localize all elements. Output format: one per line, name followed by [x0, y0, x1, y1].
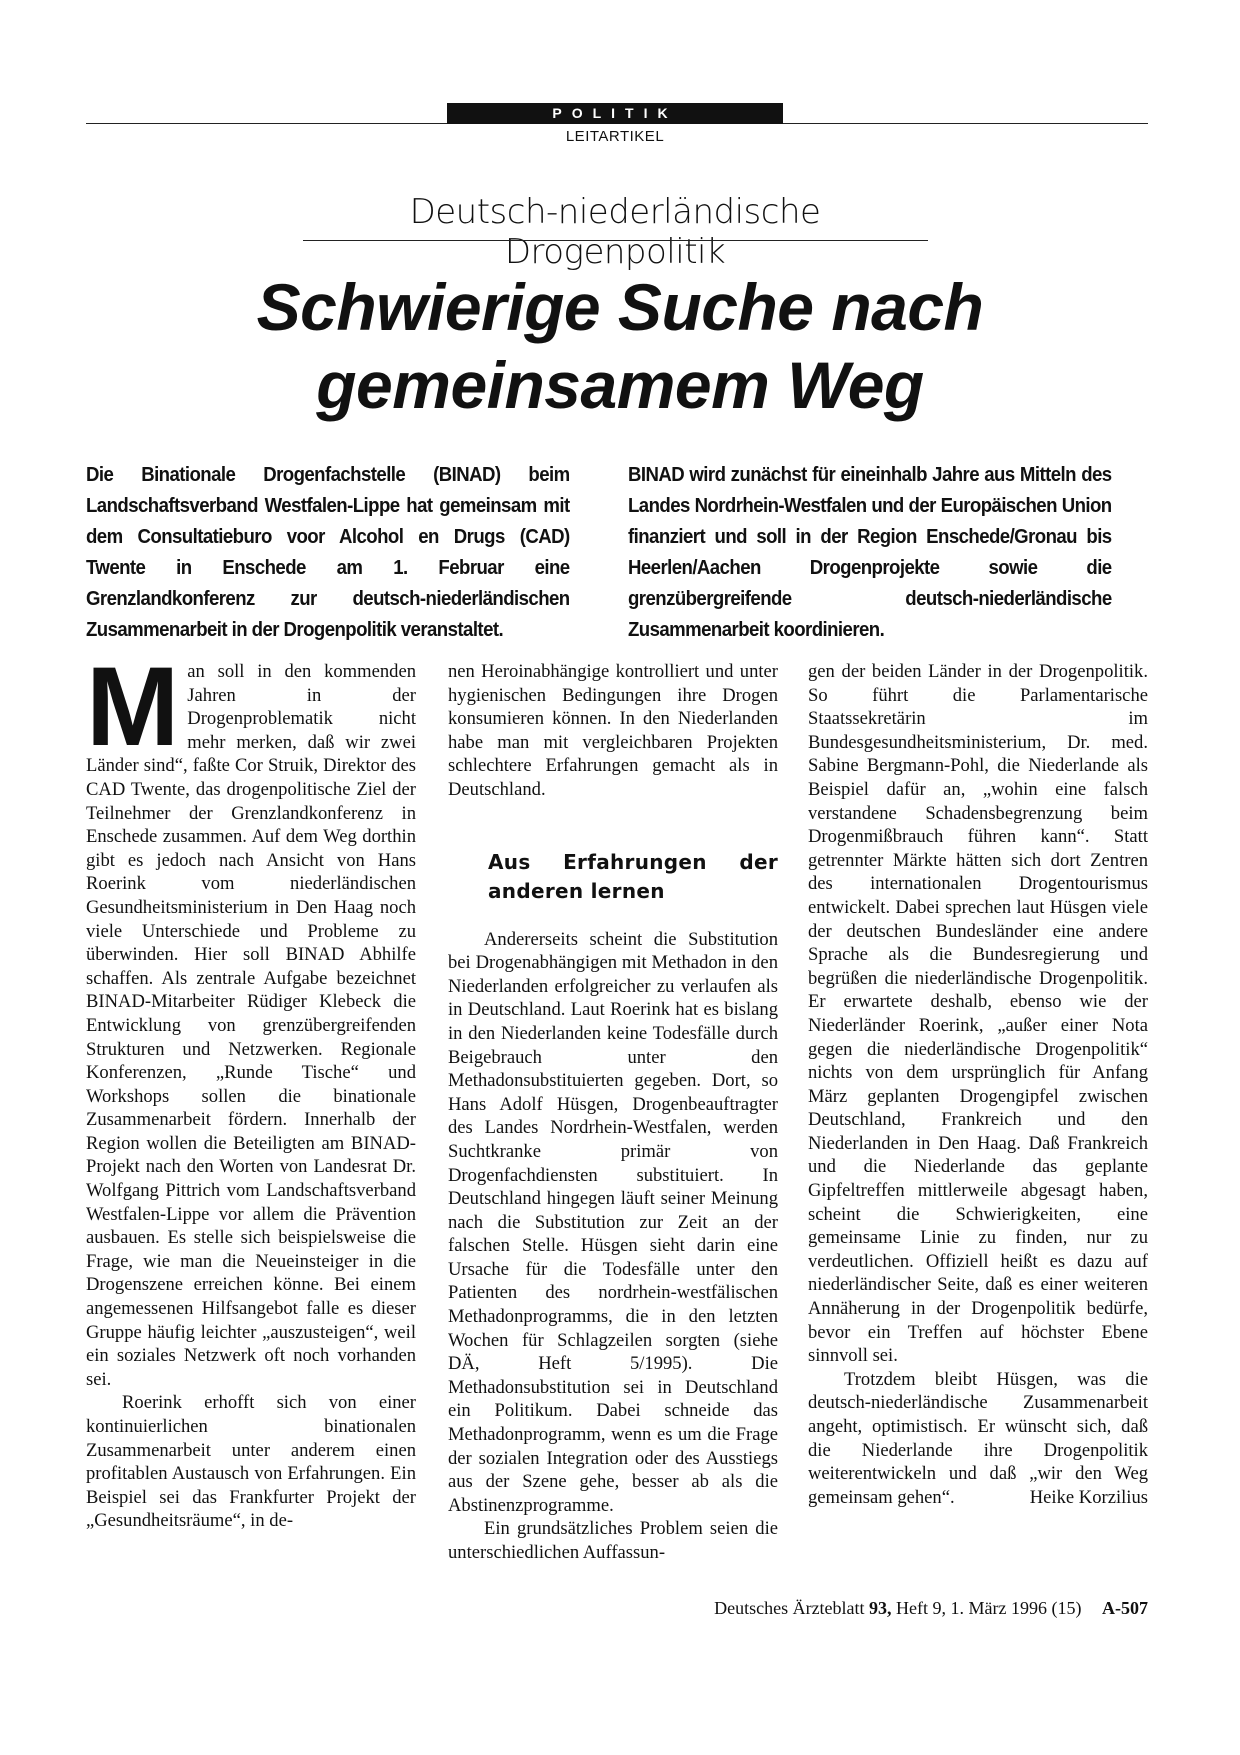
- journal-volume: 93,: [869, 1598, 892, 1618]
- lead-paragraph-right: BINAD wird zunächst für eineinhalb Jahre aus Mitteln des Landes Nordrhein-Westfalen und der Europäischen Union finanziert und soll in der Region Enschede/Gronau bis Heerlen/Aachen Drogenprojekte sowie die grenzübergreifende deutsch-niederländische Zusammenarbeit koordinieren.: [628, 464, 1112, 641]
- body-column-3: [808, 660, 1148, 1509]
- body-paragraph: Andererseits scheint die Substitution bei Drogenabhängigen mit Methadon in den Niederlanden erfolgreicher zu verlaufen als in Deutschland. Laut Roerink hat es bislang in den Niederlanden keine Todesfälle durch Beigebrauch unter den Methadonsubstituierten gegeben. Dort, so Hans Adolf Hüsgen, Drogenbeauftragter des Landes Nordrhein-Westfalen, werden Suchtkranke primär von Drogenfachdiensten substituiert. In Deutschland hingegen läuft seiner Meinung nach die Substitution zur Zeit an der falschen Stelle. Hüsgen sieht darin eine Ursache für die Todesfälle unter den Patienten des nordrhein-westfälischen Methadonprogramms, die in den letzten Wochen für Schlagzeilen sorgten (siehe DÄ, Heft 5/1995). Die Methadonsubstitution sei in Deutschland ein Politikum. Dabei schneide das Methadonprogramm, wenn es um die Frage der sozialen Integration oder des Ausstiegs aus der Szene gehe, besser ab als die Abstinenzprogramme.: [448, 928, 778, 1516]
- article-kicker: Deutsch-niederländische Drogenpolitik: [409, 192, 821, 272]
- body-paragraph: Ein grundsätzliches Problem seien die unterschiedlichen Auffassun-: [448, 1518, 778, 1563]
- drop-cap: M: [86, 644, 180, 769]
- body-paragraph: Roerink erhofft sich von einer kontinuierlichen binationalen Zusammenarbeit unter anderem einen profitablen Austausch von Erfahrungen. Ein Beispiel sei das Frankfurter Projekt der „Gesundheitsräume“, in de-: [86, 1392, 416, 1532]
- subheading: Aus Erfahrungen der anderen lernen: [488, 849, 778, 903]
- page-number: A-507: [1102, 1598, 1148, 1618]
- subsection-label: LEITARTIKEL: [565, 128, 665, 145]
- page-footer: [714, 1598, 1148, 1619]
- body-column-2: [448, 660, 778, 1565]
- author-name: Heike Korzilius: [1029, 1486, 1148, 1508]
- lead-paragraph-left: Die Binationale Drogenfachstelle (BINAD) beim Landschaftsverband Westfalen-Lippe hat gemeinsam mit dem Consultatieburo voor Alcohol en Drugs (CAD) Twente in Enschede am 1. Februar eine Grenzlandkonferenz zur deutsch-niederländischen Zusammenarbeit in der Drogenpolitik veranstaltet.: [86, 464, 570, 641]
- body-paragraph: [86, 644, 416, 1391]
- body-column-1: [86, 644, 416, 1533]
- article-headline: Schwierige Suche nach gemeinsamem Weg: [256, 270, 984, 422]
- issue-info: Heft 9, 1. März 1996 (15): [896, 1598, 1082, 1618]
- body-paragraph: nen Heroinabhängige kontrolliert und unter hygienischen Bedingungen ihre Drogen konsumieren können. In den Niederlanden habe man mit vergleichbaren Projekten schlechtere Erfahrungen gemacht als in Deutschland.: [448, 661, 778, 800]
- journal-name: Deutsches Ärzteblatt: [714, 1598, 865, 1618]
- paragraph-text: an soll in den kommenden Jahren in der Drogenproblematik nicht mehr merken, daß wir zwei Länder sind“, faßte Cor Struik, Direktor des CAD Twente, das drogenpolitische Ziel der Teilnehmer der Grenzlandkonferenz in Enschede zusammen. Auf dem Weg dorthin gibt es jedoch nach Ansicht von Hans Roerink vom niederländischen Gesundheitsministerium in Den Haag noch viele Unterschiede und Probleme zu überwinden. Hier soll BINAD Abhilfe schaffen. Als zentrale Aufgabe bezeichnet BINAD-Mitarbeiter Rüdiger Klebeck die Entwicklung von grenzübergreifenden Strukturen und Netzwerken. Regionale Konferenzen, „Runde Tische“ und Workshops sollen die binationale Zusammenarbeit fördern. Innerhalb der Region wollen die Beteiligten am BINAD-Projekt nach den Worten von Landesrat Dr. Wolfgang Pittrich vom Landschaftsverband Westfalen-Lippe vor allem die Prävention ausbauen. Es stelle sich beispielsweise die Frage, wie man die Neueinsteiger in die Drogenszene erreichen könne. Bei einem angemessenen Hilfsangebot falle es dieser Gruppe häufig leichter „auszusteigen“, weil ein soziales Netzwerk oft noch vorhanden sei.: [86, 661, 416, 1390]
- kicker-rule: [303, 240, 928, 241]
- paragraph-text: Trotzdem bleibt Hüsgen, was die deutsch-niederländische Zusammenarbeit angeht, optimistisch. Er wünscht sich, daß die Niederlande ihre Drogenpolitik weiterentwickeln und daß „wir den Weg gemeinsam gehen“.: [808, 1368, 1148, 1508]
- body-paragraph: [808, 1368, 1148, 1510]
- body-paragraph: gen der beiden Länder in der Drogenpolitik. So führt die Parlamentarische Staatssekretärin im Bundesgesundheitsministerium, Dr. med. Sabine Bergmann-Pohl, die Niederlande als Beispiel dafür an, „wohin eine falsch verstandene Schadensbegrenzung beim Drogenmißbrauch führen kann“. Statt getrennter Märkte hätten sich dort Zentren des internationalen Drogentourismus entwickelt. Dabei sprechen laut Hüsgen viele der deutschen Bundesländer eine andere Sprache als die Bundesregierung und begrüßen die niederländische Drogenpolitik. Er erwartete deshalb, ebenso wie der Niederländer Roerink, „außer einer Nota gegen die niederländische Drogenpolitik“ nichts von dem ursprünglich für Anfang März geplanten Drogengipfel zwischen Deutschland, Frankreich und den Niederlanden in Den Haag. Daß Frankreich und die Niederlande das geplante Gipfeltreffen mittlerweile abgesagt haben, scheint die Schwierigkeiten, eine gemeinsame Linie zu finden, nur zu verdeutlichen. Offiziell heißt es dazu auf niederländischer Seite, daß es einer weiteren Annäherung in der Drogenpolitik bedürfe, bevor ein Treffen auf höchster Ebene sinnvoll sei.: [808, 661, 1148, 1367]
- section-label: POLITIK: [447, 103, 783, 124]
